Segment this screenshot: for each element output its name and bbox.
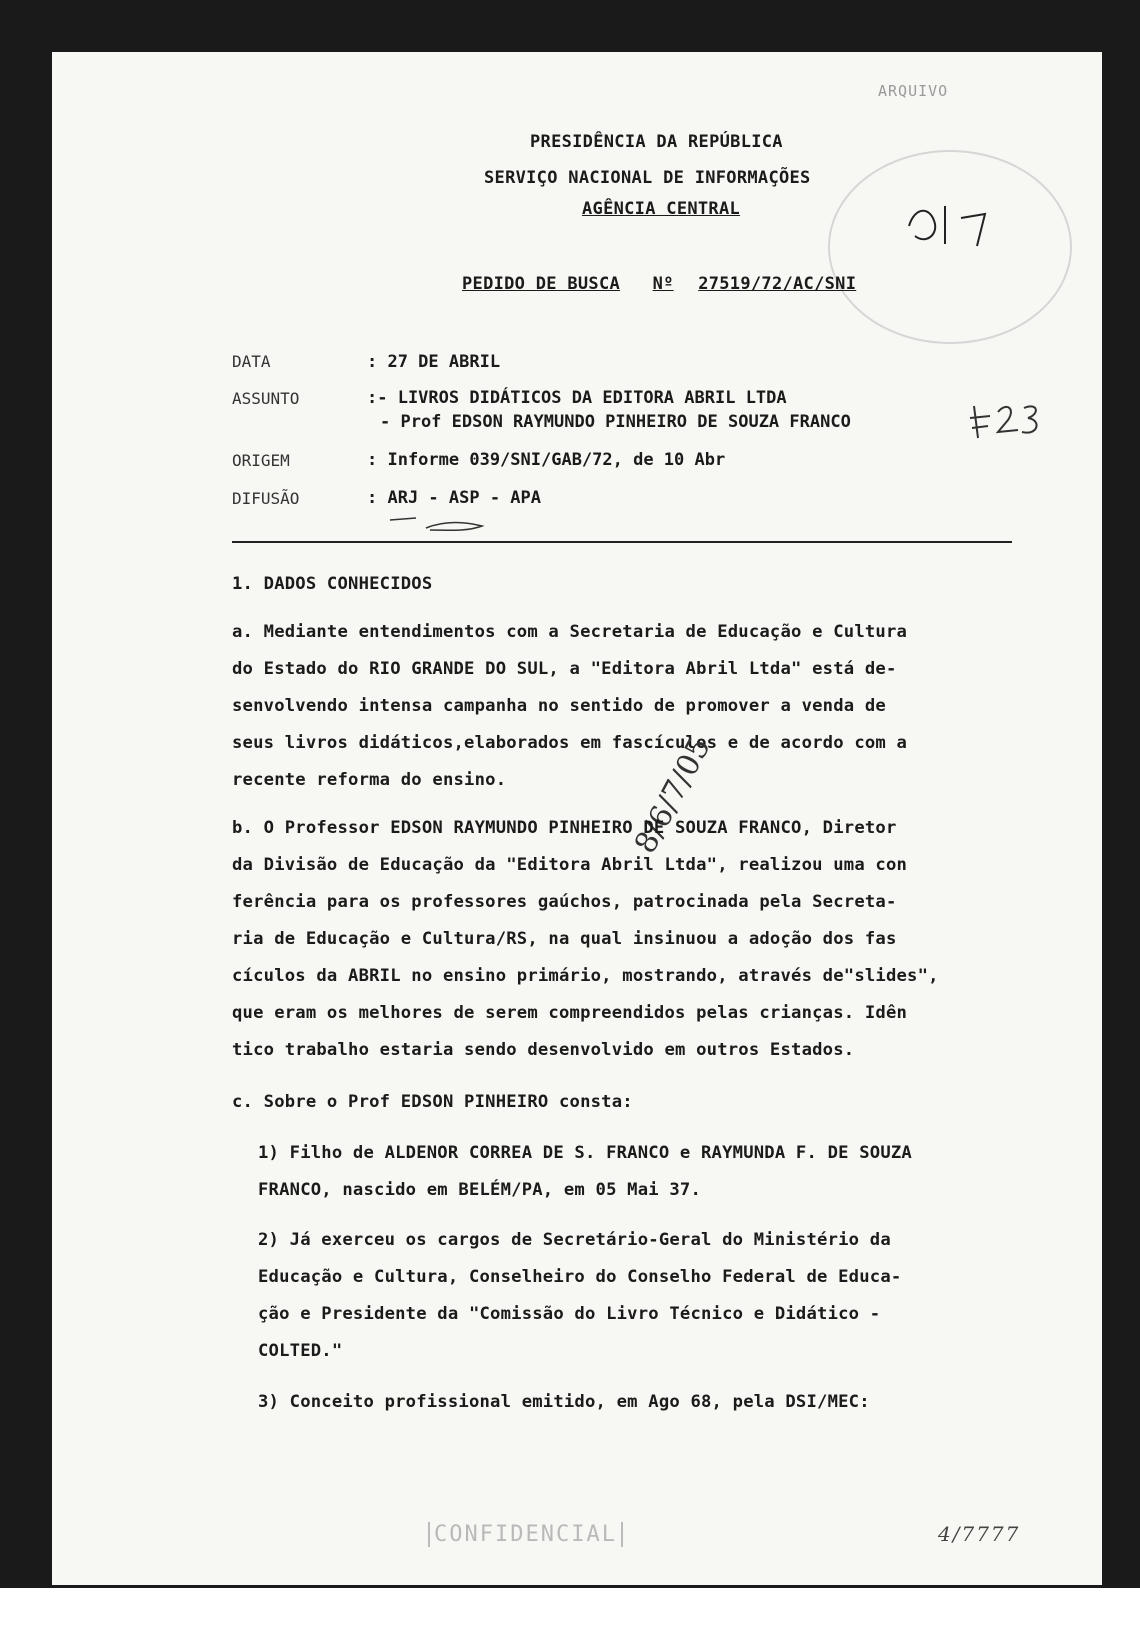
para-b-line-7: tico trabalho estaria sendo desenvolvido em outros Estados. bbox=[232, 1040, 855, 1060]
field-origem-value: : Informe 039/SNI/GAB/72, de 10 Abr bbox=[367, 450, 726, 470]
field-assunto-value-1: :- LIVROS DIDÁTICOS DA EDITORA ABRIL LTDA bbox=[367, 388, 787, 408]
para-a-line-3: senvolvendo intensa campanha no sentido de promover a venda de bbox=[232, 696, 886, 716]
item-2-line-4: COLTED." bbox=[258, 1341, 343, 1361]
handwritten-footer-number: 4/7777 bbox=[938, 1522, 1021, 1546]
handwritten-initials-23 bbox=[968, 398, 1048, 444]
para-a-line-5: recente reforma do ensino. bbox=[232, 770, 507, 790]
para-b-line-1: b. O Professor EDSON RAYMUNDO PINHEIRO DE SOUZA FRANCO, Diretor bbox=[232, 818, 897, 838]
para-b-line-2: da Divisão de Educação da "Editora Abril Ltda", realizou uma con bbox=[232, 855, 908, 875]
section-title: 1. DADOS CONHECIDOS bbox=[232, 574, 433, 594]
handwritten-rotated-annotation: 8/6/7/05 bbox=[627, 731, 718, 860]
field-data-value: : 27 DE ABRIL bbox=[367, 352, 501, 372]
request-title-label: PEDIDO DE BUSCA bbox=[462, 274, 621, 294]
scan-bottom-margin bbox=[0, 1588, 1140, 1629]
para-b-line-6: que eram os melhores de serem compreendidos pelas crianças. Idên bbox=[232, 1003, 908, 1023]
item-2-line-3: ção e Presidente da "Comissão do Livro Técnico e Didático - bbox=[258, 1304, 881, 1324]
archive-mark: ARQUIVO bbox=[878, 82, 949, 100]
para-b-line-5: cículos da ABRIL no ensino primário, mostrando, através de"slides", bbox=[232, 966, 939, 986]
item-1-line-2: FRANCO, nascido em BELÉM/PA, em 05 Mai 37. bbox=[258, 1180, 702, 1200]
handwritten-underline-mark bbox=[386, 514, 496, 534]
para-b-line-4: ria de Educação e Cultura/RS, na qual insinuou a adoção dos fas bbox=[232, 929, 897, 949]
header-line-1: PRESIDÊNCIA DA REPÚBLICA bbox=[530, 132, 783, 152]
item-3: 3) Conceito profissional emitido, em Ago 68, pela DSI/MEC: bbox=[258, 1392, 870, 1412]
item-1-line-1: 1) Filho de ALDENOR CORREA DE S. FRANCO e RAYMUNDA F. DE SOUZA bbox=[258, 1143, 912, 1163]
field-difusao-label: DIFUSÃO bbox=[232, 489, 300, 508]
field-assunto-label: ASSUNTO bbox=[232, 389, 300, 408]
header-line-3: AGÊNCIA CENTRAL bbox=[582, 199, 741, 219]
field-origem-label: ORIGEM bbox=[232, 451, 290, 470]
item-2-line-1: 2) Já exerceu os cargos de Secretário-Geral do Ministério da bbox=[258, 1230, 891, 1250]
field-difusao-value: : ARJ - ASP - APA bbox=[367, 488, 541, 508]
para-a-line-1: a. Mediante entendimentos com a Secretaria de Educação e Cultura bbox=[232, 622, 908, 642]
request-number: 27519/72/AC/SNI bbox=[698, 274, 857, 294]
item-2-line-2: Educação e Cultura, Conselheiro do Conselho Federal de Educa- bbox=[258, 1267, 902, 1287]
request-title bbox=[462, 274, 856, 294]
handwritten-folio-number bbox=[905, 196, 1015, 252]
para-a-line-2: do Estado do RIO GRANDE DO SUL, a "Editora Abril Ltda" está de- bbox=[232, 659, 897, 679]
field-data-label: DATA bbox=[232, 352, 271, 371]
field-assunto-value-2: - Prof EDSON RAYMUNDO PINHEIRO DE SOUZA FRANCO bbox=[380, 412, 851, 432]
confidential-stamp: CONFIDENCIAL bbox=[428, 1522, 623, 1547]
para-b-line-3: ferência para os professores gaúchos, patrocinada pela Secreta- bbox=[232, 892, 897, 912]
para-c-intro: c. Sobre o Prof EDSON PINHEIRO consta: bbox=[232, 1092, 633, 1112]
para-a-line-4: seus livros didáticos,elaborados em fascículos e de acordo com a bbox=[232, 733, 908, 753]
header-line-2: SERVIÇO NACIONAL DE INFORMAÇÕES bbox=[484, 168, 811, 188]
horizontal-rule bbox=[232, 541, 1012, 543]
request-number-label: Nº bbox=[652, 274, 674, 294]
